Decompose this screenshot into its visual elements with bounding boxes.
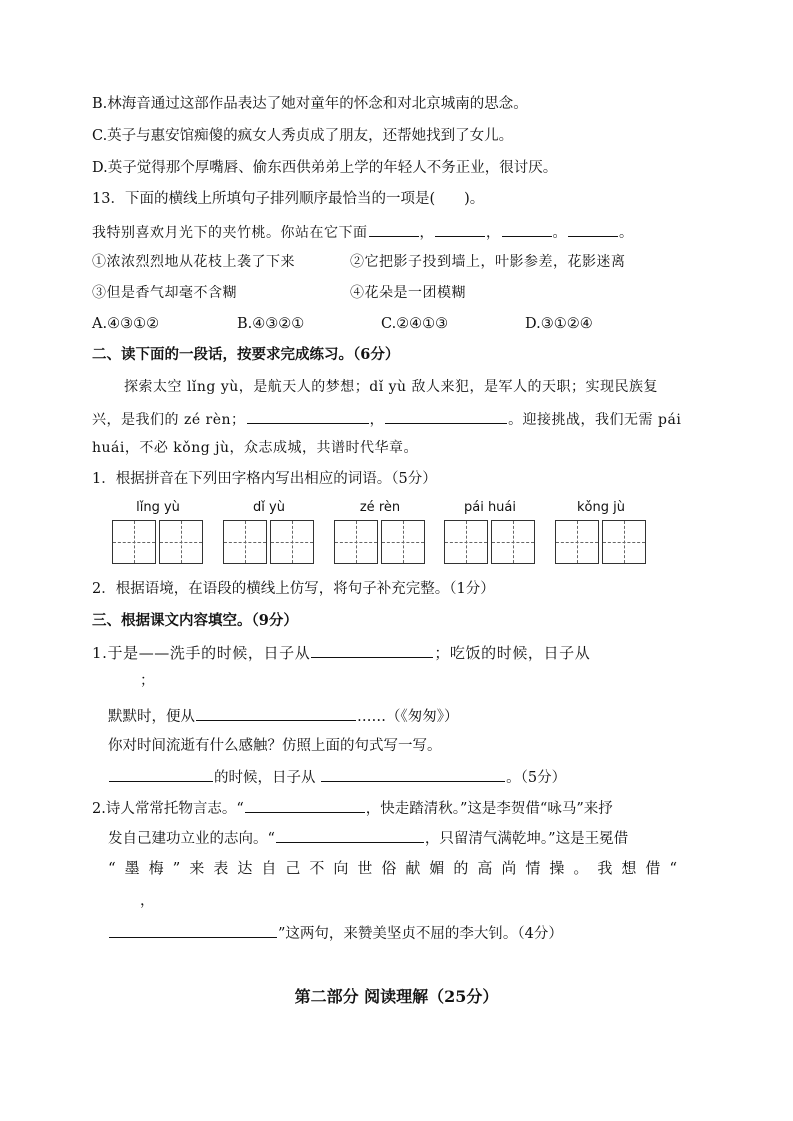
q13-sep-1: ，	[419, 225, 434, 241]
q13-stem: 13．下面的横线上所填句子排列顺序最恰当的一项是( )。	[92, 191, 485, 207]
pinyin-label: pái huái	[463, 500, 517, 515]
q13-blank-1[interactable]	[369, 221, 419, 237]
tianzige-cell[interactable]	[381, 520, 425, 564]
imitation-blank-2[interactable]	[385, 408, 507, 424]
s3-q1-imitation	[108, 766, 566, 788]
q12-option-d: D.英子觉得那个厚嘴唇、偷东西供弟弟上学的年轻人不务正业，很讨厌。	[92, 160, 558, 176]
s3-q1-text-c: 默默时，便从	[108, 709, 195, 725]
s3-q2-line-1	[92, 797, 613, 819]
q13-choice-d[interactable]: D.③①②④	[525, 316, 593, 332]
s3-q2-line-2	[108, 827, 628, 849]
q13-item-2: ②它把影子投到墙上，叶影参差，花影迷离	[350, 254, 626, 270]
q13-blank-2[interactable]	[435, 221, 485, 237]
section-2-paragraph-line-1: 探索太空 lǐng yù，是航天人的梦想；dǐ yù 敌人来犯，是军人的天职；实现民族复	[124, 379, 659, 395]
paragraph-text-a: 兴，是我们的 zé rèn；	[92, 412, 246, 428]
s3-q2-line-3: “墨梅”来表达自己不向世俗献媚的高尚情操。我想借“	[108, 859, 687, 877]
section-3-heading: 三、根据课文内容填空。（9分）	[92, 612, 298, 629]
s3-q1-prompt: 你对时间流逝有什么感触？仿照上面的句式写一写。	[108, 738, 442, 754]
pinyin-label: lǐng yù	[136, 500, 180, 515]
q13-sep-2: ，	[486, 225, 501, 241]
tianzige-cell[interactable]	[223, 520, 267, 564]
s3-q1-line-2	[108, 705, 459, 727]
s3-q1-text-f: 的时候，日子从	[214, 770, 316, 786]
s3-q2-text-c: 发自己建功立业的志向。“	[108, 831, 275, 847]
section-2-paragraph-line-3: huái，不必 kǒng jù，众志成城，共谱时代华章。	[92, 440, 419, 456]
s3-q1-blank-1[interactable]	[311, 642, 433, 658]
s3-q1-semicolon: ；	[140, 673, 155, 689]
tianzige-cell[interactable]	[555, 520, 599, 564]
q13-item-1: ①浓浓烈烈地从花枝上袭了下来	[92, 254, 295, 270]
q13-sep-3: 。	[552, 225, 567, 241]
q13-choice-a[interactable]: A.④③①②	[92, 316, 160, 332]
section-2-paragraph-line-2	[92, 408, 681, 430]
pinyin-label: kǒng jù	[577, 500, 625, 515]
paragraph-text-c: 。迎接挑战，我们无需 pái	[508, 412, 682, 428]
s3-q2-line-4	[108, 922, 563, 944]
section-2-heading: 二、读下面的一段话，按要求完成练习。（6分）	[92, 346, 400, 363]
tianzige-cell[interactable]	[602, 520, 646, 564]
q13-blank-3[interactable]	[502, 221, 552, 237]
s3-q2-comma: ，	[140, 893, 155, 909]
tianzige-cell[interactable]	[270, 520, 314, 564]
q12-option-b: B.林海音通过这部作品表达了她对童年的怀念和对北京城南的思念。	[92, 96, 528, 112]
s3-q2-blank-1[interactable]	[245, 797, 365, 813]
q13-item-3: ③但是香气却毫不含糊	[92, 285, 237, 301]
s3-q1-blank-2[interactable]	[196, 705, 356, 721]
s3-q1-blank-4[interactable]	[321, 766, 505, 782]
tianzige-cell[interactable]	[334, 520, 378, 564]
q13-blank-4[interactable]	[568, 221, 618, 237]
s3-q1-blank-3[interactable]	[109, 766, 213, 782]
s3-q1-text-b: ；吃饭的时候，日子从	[434, 644, 591, 662]
s3-q2-text-f: ”这两句，来赞美坚贞不屈的李大钊。（4分）	[278, 926, 563, 942]
s3-q2-text-a: 2.诗人常常托物言志。“	[92, 801, 244, 817]
section-2-q1: 1．根据拼音在下列田字格内写出相应的词语。（5分）	[92, 471, 437, 487]
tianzige-cell[interactable]	[159, 520, 203, 564]
section-2-q2: 2．根据语境，在语段的横线上仿写，将句子补充完整。（1分）	[92, 581, 495, 597]
pinyin-label: dǐ yù	[253, 500, 285, 515]
q13-choice-b[interactable]: B.④③②①	[237, 316, 305, 332]
tianzige-cell[interactable]	[444, 520, 488, 564]
s3-q1-text-d: ……（《匆匆》）	[357, 709, 459, 725]
s3-q2-text-b: ，快走踏清秋。”这是李贺借“咏马”来抒	[365, 801, 613, 817]
s3-q1-text-a: 1.于是——洗手的时候，日子从	[92, 644, 311, 662]
tianzige-cell[interactable]	[112, 520, 156, 564]
q13-sep-4: 。	[619, 225, 634, 241]
q13-choice-c[interactable]: C.②④①③	[381, 316, 449, 332]
q13-sentence-text: 我特别喜欢月光下的夹竹桃。你站在它下面	[92, 225, 368, 241]
q13-item-4: ④花朵是一团模糊	[350, 285, 466, 301]
part-2-title: 第二部分 阅读理解（25分）	[294, 987, 499, 1006]
imitation-blank-1[interactable]	[247, 408, 369, 424]
paragraph-text-b: ，	[369, 412, 385, 428]
s3-q2-blank-2[interactable]	[276, 827, 424, 843]
q13-sentence	[92, 221, 634, 243]
tianzige-cell[interactable]	[491, 520, 535, 564]
s3-q2-blank-3[interactable]	[109, 922, 277, 938]
s3-q1-text-g: 。（5分）	[506, 770, 567, 786]
pinyin-label: zé rèn	[359, 500, 401, 515]
q12-option-c: C.英子与惠安馆痴傻的疯女人秀贞成了朋友，还帮她找到了女儿。	[92, 128, 514, 144]
s3-q2-text-d: ，只留清气满乾坤。”这是王冕借	[424, 831, 629, 847]
s3-q1-line-1	[92, 642, 590, 663]
